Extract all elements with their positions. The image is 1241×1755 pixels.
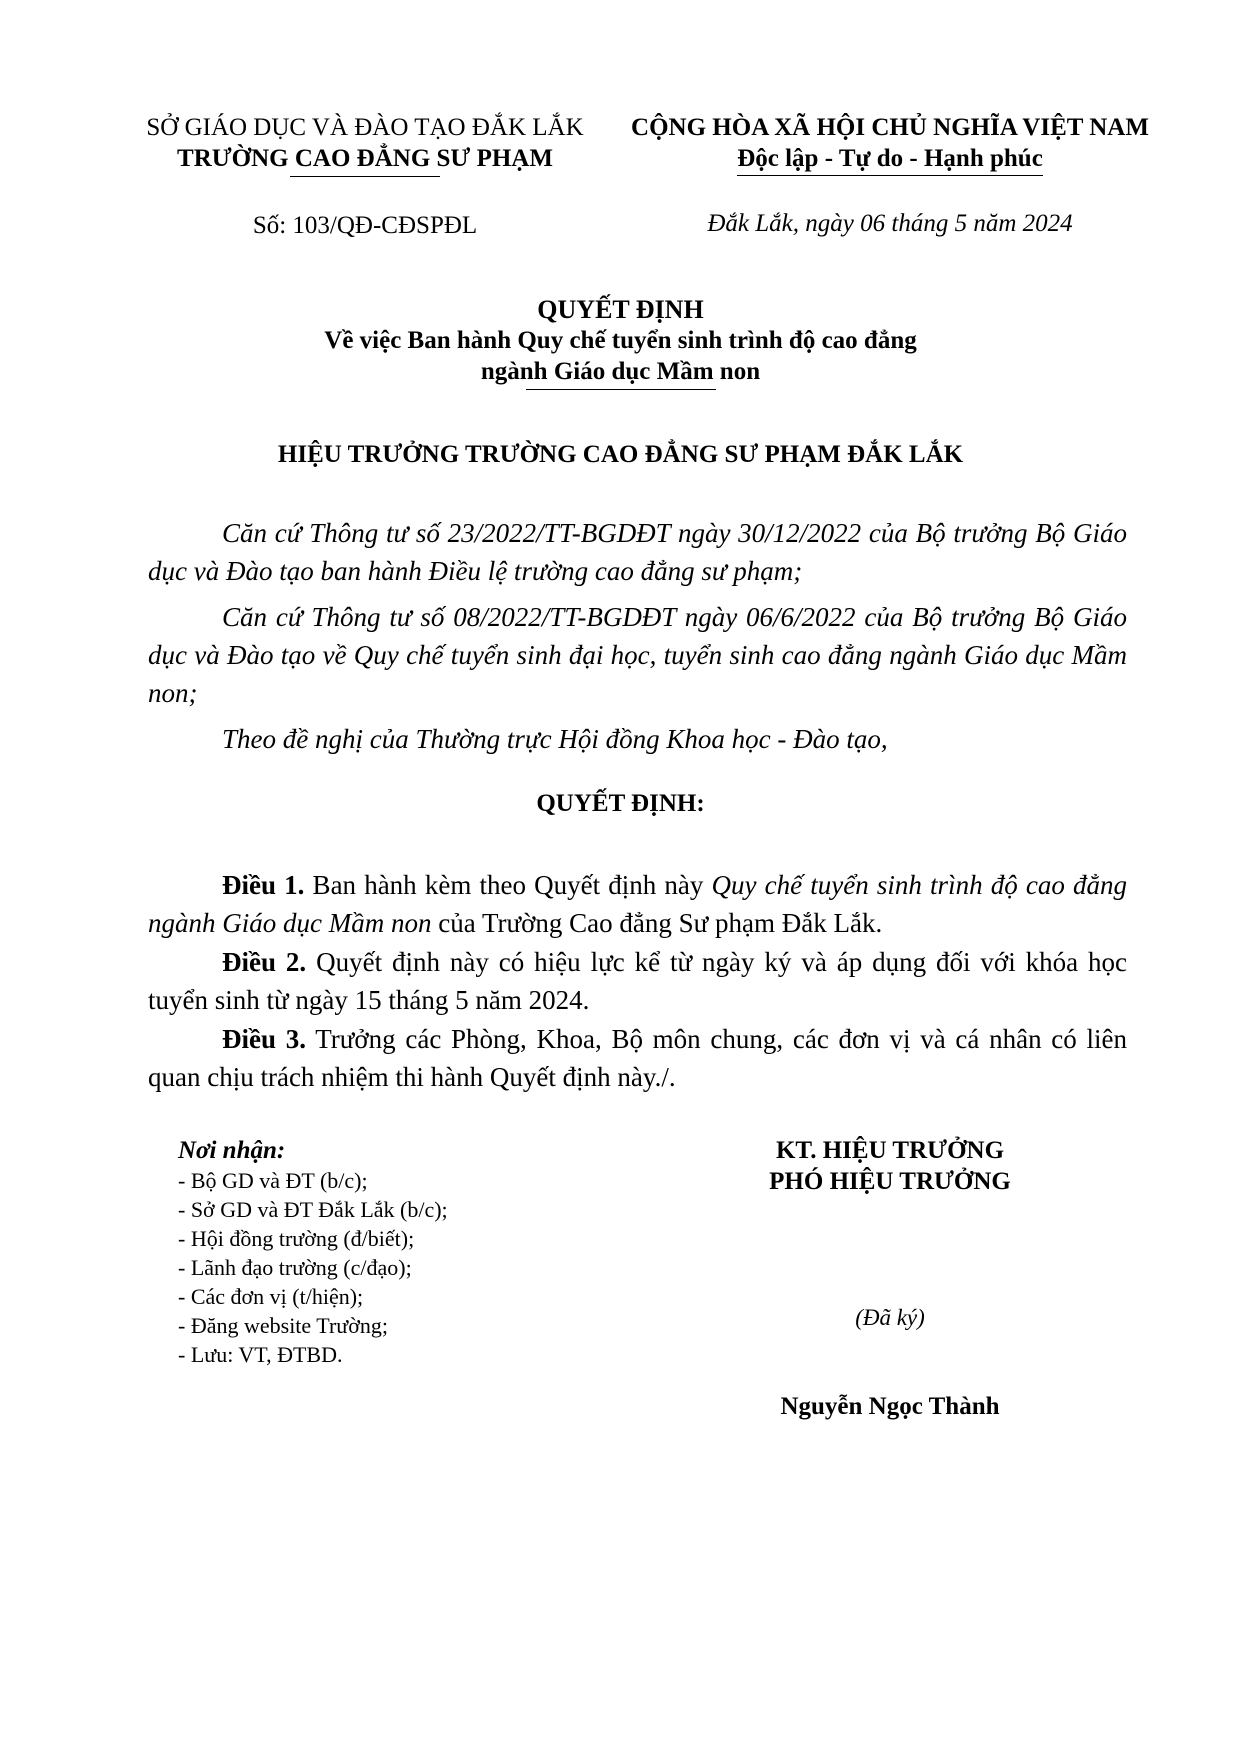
legal-basis (148, 514, 1127, 758)
article-2 (148, 943, 1127, 1019)
recipient-item: - Sở GD và ĐT Đắk Lắk (b/c); (178, 1197, 448, 1222)
subject-line-1: Về việc Ban hành Quy chế tuyển sinh trình độ cao đẳng (324, 327, 917, 354)
document-number: Số: 103/QĐ-CĐSPĐL (252, 212, 478, 239)
article-text: của Trường Cao đẳng Sư phạm Đắk Lắk. (431, 908, 883, 938)
national-header (600, 112, 1180, 239)
article-text: Trưởng các Phòng, Khoa, Bộ môn chung, các đơn vị và cá nhân có liên quan chịu trách nhiệm thi hành Quyết định này./. (148, 1024, 1127, 1092)
country-name: CỘNG HÒA XÃ HỘI CHỦ NGHĨA VIỆT NAM (631, 114, 1149, 141)
recipients-list (178, 1136, 658, 1369)
title-underline (526, 389, 716, 390)
article-text: Quyết định này có hiệu lực kể từ ngày ký và áp dụng đối với khóa học tuyển sinh từ ngày 15 tháng 5 năm 2024. (148, 947, 1127, 1015)
recipient-item: - Các đơn vị (t/hiện); (178, 1284, 364, 1309)
issuer-header (130, 112, 600, 241)
signer-name: Nguyễn Ngọc Thành (780, 1393, 1000, 1420)
recipient-item: - Hội đồng trường (đ/biết); (178, 1226, 415, 1251)
school-name: TRƯỜNG CAO ĐẲNG SƯ PHẠM (177, 145, 553, 172)
recipient-item: - Bộ GD và ĐT (b/c); (178, 1168, 368, 1193)
recipients-heading: Nơi nhận: (178, 1137, 286, 1164)
article-3 (148, 1020, 1127, 1096)
decide-heading: QUYẾT ĐỊNH: (536, 790, 705, 817)
recipient-item: - Lưu: VT, ĐTBD. (178, 1342, 343, 1367)
national-motto: Độc lập - Tự do - Hạnh phúc (737, 143, 1043, 176)
legal-basis-item: Căn cứ Thông tư số 23/2022/TT-BGDĐT ngày 30/12/2022 của Bộ trưởng Bộ Giáo dục và Đào tạo ban hành Điều lệ trường cao đẳng sư phạm; (148, 518, 1127, 586)
subject-line-2: ngành Giáo dục Mầm non (480, 358, 761, 385)
signer-authority: KT. HIỆU TRƯỞNG (775, 1137, 1005, 1164)
article-label: Điều 1. (222, 870, 305, 900)
article-1 (148, 866, 1127, 942)
legal-basis-item: Theo đề nghị của Thường trực Hội đồng Khoa học - Đào tạo, (222, 724, 888, 754)
document-title (0, 294, 1241, 390)
article-label: Điều 3. (222, 1024, 306, 1054)
signer-title: PHÓ HIỆU TRƯỞNG (769, 1168, 1011, 1195)
issue-date: Đắk Lắk, ngày 06 tháng 5 năm 2024 (707, 210, 1073, 237)
recipient-item: - Lãnh đạo trường (c/đạo); (178, 1255, 412, 1280)
decision-title: QUYẾT ĐỊNH (537, 295, 704, 324)
articles (148, 866, 1127, 1097)
signed-note: (Đã ký) (855, 1305, 925, 1330)
issuing-authority: HIỆU TRƯỞNG TRƯỜNG CAO ĐẲNG SƯ PHẠM ĐẮK LẮK (277, 441, 964, 468)
article-label: Điều 2. (222, 947, 307, 977)
article-text: Ban hành kèm theo Quyết định này (304, 870, 712, 900)
recipient-item: - Đăng website Trường; (178, 1313, 388, 1338)
signature-block (690, 1135, 1090, 1421)
regulation-title: Quy chế tuyển sinh trình độ cao đẳng ngành Giáo dục Mầm non (148, 870, 1127, 938)
school-name-underline (290, 176, 440, 177)
legal-basis-item: Căn cứ Thông tư số 08/2022/TT-BGDĐT ngày 06/6/2022 của Bộ trưởng Bộ Giáo dục và Đào tạo về Quy chế tuyển sinh đại học, tuyển sinh cao đẳng ngành Giáo dục Mầm non; (148, 602, 1127, 708)
department-name: SỞ GIÁO DỤC VÀ ĐÀO TẠO ĐẮK LẮK (146, 114, 584, 141)
